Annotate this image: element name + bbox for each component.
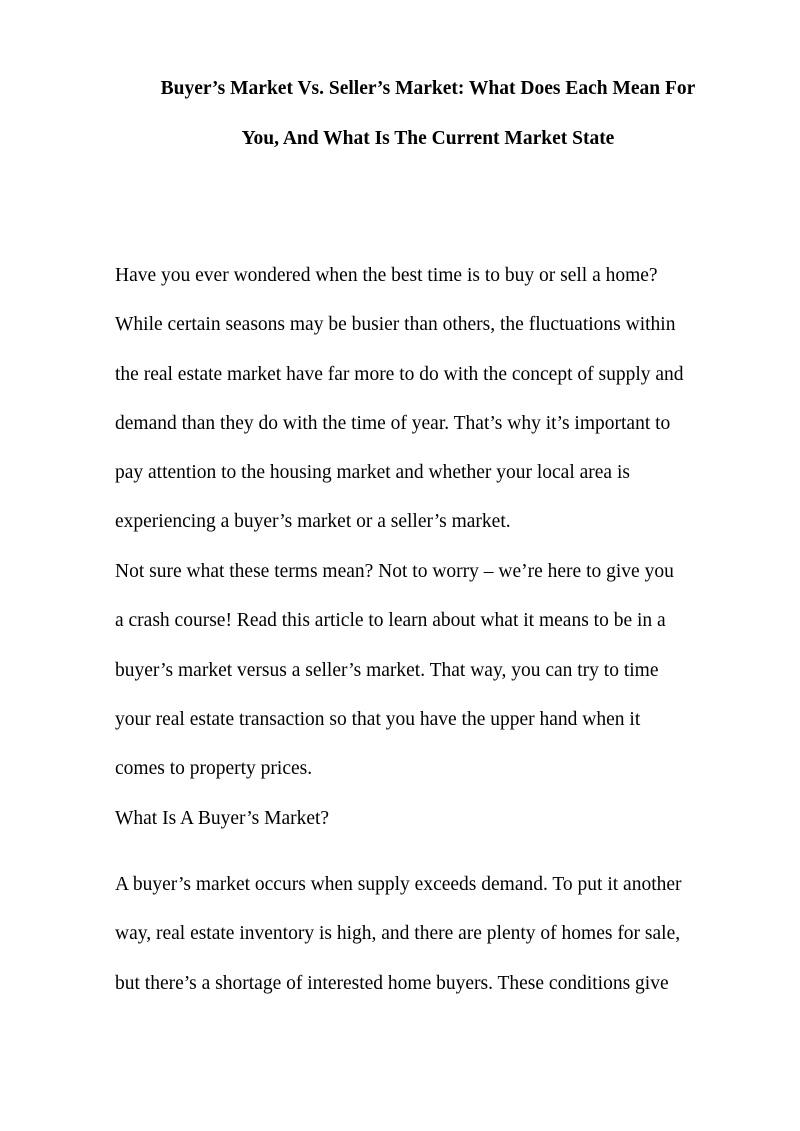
text-line: but there’s a shortage of interested home buyers. These conditions give	[115, 972, 669, 994]
crash-course-paragraph	[115, 547, 755, 793]
text-line: A buyer’s market occurs when supply exceeds demand. To put it another	[115, 874, 682, 895]
title-line: You, And What Is The Current Market State	[241, 127, 615, 149]
text-line: comes to property prices.	[115, 758, 313, 780]
text-line: pay attention to the housing market and whether your local area is	[115, 462, 630, 484]
text-line: experiencing a buyer’s market or a seller’s market.	[115, 511, 511, 533]
text-line: Not sure what these terms mean? Not to worry – we’re here to give you	[115, 561, 674, 582]
intro-paragraph	[115, 251, 755, 547]
title-line: Buyer’s Market Vs. Seller’s Market: What Does Each Mean For	[160, 78, 696, 99]
document-title	[100, 64, 756, 163]
text-line: way, real estate inventory is high, and there are plenty of homes for sale,	[115, 923, 681, 945]
buyers-market-paragraph	[115, 860, 755, 1008]
section-heading-buyers-market	[115, 794, 755, 843]
text-line: your real estate transaction so that you have the upper hand when it	[115, 708, 641, 730]
heading-text: What Is A Buyer’s Market?	[115, 808, 330, 829]
text-line: demand than they do with the time of year. That’s why it’s important to	[115, 412, 671, 434]
text-line: the real estate market have far more to do with the concept of supply and	[115, 363, 684, 385]
text-line: a crash course! Read this article to learn about what it means to be in a	[115, 610, 666, 632]
text-line: Have you ever wondered when the best time is to buy or sell a home?	[115, 265, 658, 286]
text-line: While certain seasons may be busier than others, the fluctuations within	[115, 314, 676, 336]
text-line: buyer’s market versus a seller’s market. That way, you can try to time	[115, 659, 659, 681]
